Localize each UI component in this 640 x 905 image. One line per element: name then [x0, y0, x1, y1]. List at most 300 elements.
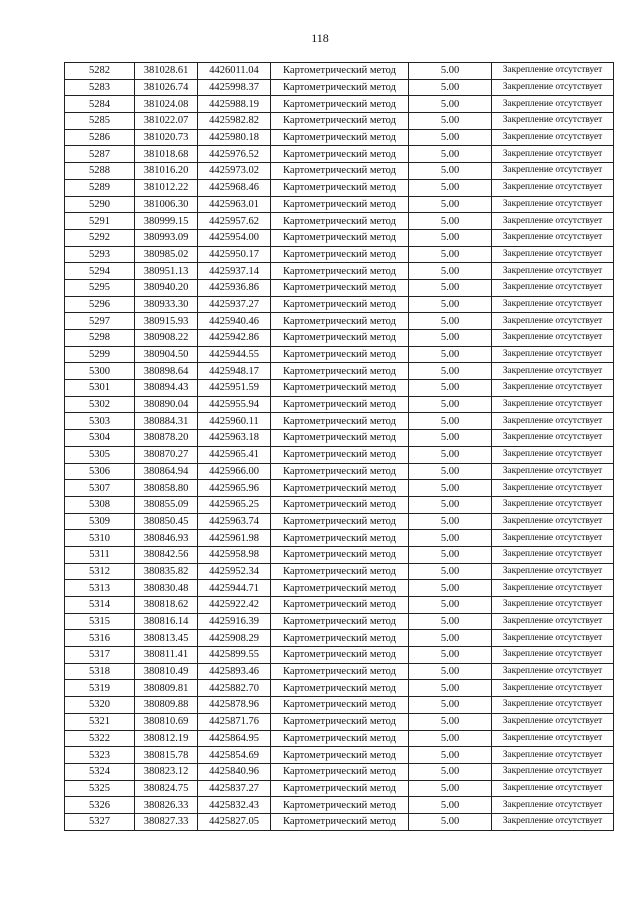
accuracy-cell: 5.00 — [409, 363, 492, 380]
fixation-cell: Закрепление отсутствует — [492, 480, 614, 497]
point-number-cell: 5297 — [65, 313, 135, 330]
y-coordinate-cell: 4425955.94 — [198, 396, 271, 413]
y-coordinate-cell: 4425854.69 — [198, 747, 271, 764]
method-cell: Картометрический метод — [271, 797, 409, 814]
fixation-cell: Закрепление отсутствует — [492, 663, 614, 680]
method-cell: Картометрический метод — [271, 296, 409, 313]
x-coordinate-cell: 380842.56 — [135, 546, 198, 563]
y-coordinate-cell: 4425958.98 — [198, 546, 271, 563]
table-row — [65, 630, 614, 647]
y-coordinate-cell: 4425944.55 — [198, 346, 271, 363]
table-row — [65, 563, 614, 580]
method-cell: Картометрический метод — [271, 730, 409, 747]
method-cell: Картометрический метод — [271, 196, 409, 213]
point-number-cell: 5294 — [65, 263, 135, 280]
y-coordinate-cell: 4425954.00 — [198, 229, 271, 246]
accuracy-cell: 5.00 — [409, 346, 492, 363]
y-coordinate-cell: 4425922.42 — [198, 597, 271, 614]
accuracy-cell: 5.00 — [409, 279, 492, 296]
x-coordinate-cell: 380810.49 — [135, 663, 198, 680]
point-number-cell: 5286 — [65, 129, 135, 146]
method-cell: Картометрический метод — [271, 446, 409, 463]
point-number-cell: 5300 — [65, 363, 135, 380]
table-row — [65, 747, 614, 764]
method-cell: Картометрический метод — [271, 463, 409, 480]
point-number-cell: 5312 — [65, 563, 135, 580]
point-number-cell: 5305 — [65, 446, 135, 463]
accuracy-cell: 5.00 — [409, 129, 492, 146]
accuracy-cell: 5.00 — [409, 463, 492, 480]
accuracy-cell: 5.00 — [409, 730, 492, 747]
method-cell: Картометрический метод — [271, 513, 409, 530]
fixation-cell: Закрепление отсутствует — [492, 813, 614, 830]
accuracy-cell: 5.00 — [409, 113, 492, 130]
accuracy-cell: 5.00 — [409, 780, 492, 797]
method-cell: Картометрический метод — [271, 630, 409, 647]
point-number-cell: 5314 — [65, 597, 135, 614]
table-row — [65, 730, 614, 747]
table-row — [65, 213, 614, 230]
table-row — [65, 396, 614, 413]
y-coordinate-cell: 4425942.86 — [198, 330, 271, 347]
point-number-cell: 5326 — [65, 797, 135, 814]
y-coordinate-cell: 4425982.82 — [198, 113, 271, 130]
x-coordinate-cell: 381028.61 — [135, 63, 198, 80]
y-coordinate-cell: 4425966.00 — [198, 463, 271, 480]
fixation-cell: Закрепление отсутствует — [492, 613, 614, 630]
method-cell: Картометрический метод — [271, 63, 409, 80]
fixation-cell: Закрепление отсутствует — [492, 196, 614, 213]
fixation-cell: Закрепление отсутствует — [492, 63, 614, 80]
table-row — [65, 63, 614, 80]
x-coordinate-cell: 380835.82 — [135, 563, 198, 580]
table-row — [65, 279, 614, 296]
fixation-cell: Закрепление отсутствует — [492, 313, 614, 330]
x-coordinate-cell: 380810.69 — [135, 713, 198, 730]
y-coordinate-cell: 4425950.17 — [198, 246, 271, 263]
y-coordinate-cell: 4425916.39 — [198, 613, 271, 630]
point-number-cell: 5287 — [65, 146, 135, 163]
fixation-cell: Закрепление отсутствует — [492, 697, 614, 714]
fixation-cell: Закрепление отсутствует — [492, 229, 614, 246]
y-coordinate-cell: 4425968.46 — [198, 179, 271, 196]
point-number-cell: 5290 — [65, 196, 135, 213]
x-coordinate-cell: 380898.64 — [135, 363, 198, 380]
point-number-cell: 5306 — [65, 463, 135, 480]
x-coordinate-cell: 380878.20 — [135, 430, 198, 447]
accuracy-cell: 5.00 — [409, 530, 492, 547]
method-cell: Картометрический метод — [271, 480, 409, 497]
point-number-cell: 5304 — [65, 430, 135, 447]
accuracy-cell: 5.00 — [409, 630, 492, 647]
point-number-cell: 5323 — [65, 747, 135, 764]
x-coordinate-cell: 380809.88 — [135, 697, 198, 714]
point-number-cell: 5293 — [65, 246, 135, 263]
x-coordinate-cell: 380904.50 — [135, 346, 198, 363]
fixation-cell: Закрепление отсутствует — [492, 79, 614, 96]
x-coordinate-cell: 380818.62 — [135, 597, 198, 614]
method-cell: Картометрический метод — [271, 763, 409, 780]
fixation-cell: Закрепление отсутствует — [492, 496, 614, 513]
fixation-cell: Закрепление отсутствует — [492, 513, 614, 530]
x-coordinate-cell: 381006.30 — [135, 196, 198, 213]
method-cell: Картометрический метод — [271, 396, 409, 413]
accuracy-cell: 5.00 — [409, 763, 492, 780]
x-coordinate-cell: 380940.20 — [135, 279, 198, 296]
point-number-cell: 5318 — [65, 663, 135, 680]
accuracy-cell: 5.00 — [409, 747, 492, 764]
table-row — [65, 680, 614, 697]
x-coordinate-cell: 380809.81 — [135, 680, 198, 697]
point-number-cell: 5307 — [65, 480, 135, 497]
table-row — [65, 663, 614, 680]
x-coordinate-cell: 380884.31 — [135, 413, 198, 430]
accuracy-cell: 5.00 — [409, 613, 492, 630]
accuracy-cell: 5.00 — [409, 296, 492, 313]
fixation-cell: Закрепление отсутствует — [492, 430, 614, 447]
method-cell: Картометрический метод — [271, 330, 409, 347]
method-cell: Картометрический метод — [271, 179, 409, 196]
method-cell: Картометрический метод — [271, 780, 409, 797]
y-coordinate-cell: 4425998.37 — [198, 79, 271, 96]
y-coordinate-cell: 4426011.04 — [198, 63, 271, 80]
table-row — [65, 296, 614, 313]
y-coordinate-cell: 4425878.96 — [198, 697, 271, 714]
accuracy-cell: 5.00 — [409, 79, 492, 96]
table-row — [65, 430, 614, 447]
fixation-cell: Закрепление отсутствует — [492, 380, 614, 397]
y-coordinate-cell: 4425940.46 — [198, 313, 271, 330]
accuracy-cell: 5.00 — [409, 797, 492, 814]
point-number-cell: 5327 — [65, 813, 135, 830]
accuracy-cell: 5.00 — [409, 597, 492, 614]
y-coordinate-cell: 4425961.98 — [198, 530, 271, 547]
table-row — [65, 613, 614, 630]
y-coordinate-cell: 4425893.46 — [198, 663, 271, 680]
x-coordinate-cell: 380870.27 — [135, 446, 198, 463]
method-cell: Картометрический метод — [271, 96, 409, 113]
x-coordinate-cell: 380915.93 — [135, 313, 198, 330]
x-coordinate-cell: 380864.94 — [135, 463, 198, 480]
y-coordinate-cell: 4425957.62 — [198, 213, 271, 230]
y-coordinate-cell: 4425871.76 — [198, 713, 271, 730]
table-row — [65, 763, 614, 780]
fixation-cell: Закрепление отсутствует — [492, 413, 614, 430]
table-row — [65, 380, 614, 397]
x-coordinate-cell: 380827.33 — [135, 813, 198, 830]
method-cell: Картометрический метод — [271, 413, 409, 430]
x-coordinate-cell: 381022.07 — [135, 113, 198, 130]
table-row — [65, 246, 614, 263]
fixation-cell: Закрепление отсутствует — [492, 330, 614, 347]
y-coordinate-cell: 4425965.25 — [198, 496, 271, 513]
table-row — [65, 813, 614, 830]
x-coordinate-cell: 380846.93 — [135, 530, 198, 547]
x-coordinate-cell: 380933.30 — [135, 296, 198, 313]
table-row — [65, 129, 614, 146]
method-cell: Картометрический метод — [271, 613, 409, 630]
fixation-cell: Закрепление отсутствует — [492, 546, 614, 563]
table-row — [65, 647, 614, 664]
y-coordinate-cell: 4425976.52 — [198, 146, 271, 163]
method-cell: Картометрический метод — [271, 380, 409, 397]
method-cell: Картометрический метод — [271, 647, 409, 664]
coordinates-table — [64, 62, 614, 831]
x-coordinate-cell: 380858.80 — [135, 480, 198, 497]
x-coordinate-cell: 381016.20 — [135, 163, 198, 180]
point-number-cell: 5303 — [65, 413, 135, 430]
method-cell: Картометрический метод — [271, 313, 409, 330]
table-row — [65, 713, 614, 730]
fixation-cell: Закрепление отсутствует — [492, 730, 614, 747]
method-cell: Картометрический метод — [271, 363, 409, 380]
y-coordinate-cell: 4425837.27 — [198, 780, 271, 797]
point-number-cell: 5292 — [65, 229, 135, 246]
method-cell: Картометрический метод — [271, 713, 409, 730]
y-coordinate-cell: 4425960.11 — [198, 413, 271, 430]
table-row — [65, 330, 614, 347]
fixation-cell: Закрепление отсутствует — [492, 446, 614, 463]
table-row — [65, 597, 614, 614]
x-coordinate-cell: 381026.74 — [135, 79, 198, 96]
x-coordinate-cell: 380855.09 — [135, 496, 198, 513]
table-row — [65, 196, 614, 213]
x-coordinate-cell: 380890.04 — [135, 396, 198, 413]
method-cell: Картометрический метод — [271, 813, 409, 830]
method-cell: Картометрический метод — [271, 546, 409, 563]
fixation-cell: Закрепление отсутствует — [492, 246, 614, 263]
fixation-cell: Закрепление отсутствует — [492, 296, 614, 313]
coordinates-table-body — [65, 63, 614, 831]
point-number-cell: 5301 — [65, 380, 135, 397]
fixation-cell: Закрепление отсутствует — [492, 179, 614, 196]
y-coordinate-cell: 4425908.29 — [198, 630, 271, 647]
point-number-cell: 5283 — [65, 79, 135, 96]
method-cell: Картометрический метод — [271, 680, 409, 697]
point-number-cell: 5319 — [65, 680, 135, 697]
y-coordinate-cell: 4425963.18 — [198, 430, 271, 447]
fixation-cell: Закрепление отсутствует — [492, 279, 614, 296]
fixation-cell: Закрепление отсутствует — [492, 96, 614, 113]
accuracy-cell: 5.00 — [409, 663, 492, 680]
x-coordinate-cell: 381024.08 — [135, 96, 198, 113]
fixation-cell: Закрепление отсутствует — [492, 647, 614, 664]
x-coordinate-cell: 380850.45 — [135, 513, 198, 530]
accuracy-cell: 5.00 — [409, 513, 492, 530]
fixation-cell: Закрепление отсутствует — [492, 780, 614, 797]
accuracy-cell: 5.00 — [409, 480, 492, 497]
method-cell: Картометрический метод — [271, 563, 409, 580]
point-number-cell: 5315 — [65, 613, 135, 630]
accuracy-cell: 5.00 — [409, 430, 492, 447]
x-coordinate-cell: 380816.14 — [135, 613, 198, 630]
point-number-cell: 5311 — [65, 546, 135, 563]
point-number-cell: 5322 — [65, 730, 135, 747]
accuracy-cell: 5.00 — [409, 446, 492, 463]
table-row — [65, 513, 614, 530]
y-coordinate-cell: 4425937.14 — [198, 263, 271, 280]
table-row — [65, 413, 614, 430]
y-coordinate-cell: 4425936.86 — [198, 279, 271, 296]
point-number-cell: 5289 — [65, 179, 135, 196]
fixation-cell: Закрепление отсутствует — [492, 747, 614, 764]
x-coordinate-cell: 380813.45 — [135, 630, 198, 647]
method-cell: Картометрический метод — [271, 580, 409, 597]
point-number-cell: 5317 — [65, 647, 135, 664]
x-coordinate-cell: 380811.41 — [135, 647, 198, 664]
y-coordinate-cell: 4425827.05 — [198, 813, 271, 830]
fixation-cell: Закрепление отсутствует — [492, 213, 614, 230]
fixation-cell: Закрепление отсутствует — [492, 563, 614, 580]
accuracy-cell: 5.00 — [409, 146, 492, 163]
x-coordinate-cell: 380993.09 — [135, 229, 198, 246]
table-row — [65, 263, 614, 280]
y-coordinate-cell: 4425899.55 — [198, 647, 271, 664]
point-number-cell: 5310 — [65, 530, 135, 547]
accuracy-cell: 5.00 — [409, 163, 492, 180]
accuracy-cell: 5.00 — [409, 96, 492, 113]
accuracy-cell: 5.00 — [409, 246, 492, 263]
fixation-cell: Закрепление отсутствует — [492, 263, 614, 280]
x-coordinate-cell: 380823.12 — [135, 763, 198, 780]
x-coordinate-cell: 381012.22 — [135, 179, 198, 196]
accuracy-cell: 5.00 — [409, 196, 492, 213]
fixation-cell: Закрепление отсутствует — [492, 463, 614, 480]
y-coordinate-cell: 4425973.02 — [198, 163, 271, 180]
fixation-cell: Закрепление отсутствует — [492, 713, 614, 730]
method-cell: Картометрический метод — [271, 530, 409, 547]
y-coordinate-cell: 4425963.74 — [198, 513, 271, 530]
table-row — [65, 163, 614, 180]
point-number-cell: 5288 — [65, 163, 135, 180]
accuracy-cell: 5.00 — [409, 546, 492, 563]
accuracy-cell: 5.00 — [409, 496, 492, 513]
accuracy-cell: 5.00 — [409, 396, 492, 413]
method-cell: Картометрический метод — [271, 79, 409, 96]
x-coordinate-cell: 380894.43 — [135, 380, 198, 397]
x-coordinate-cell: 380985.02 — [135, 246, 198, 263]
point-number-cell: 5296 — [65, 296, 135, 313]
y-coordinate-cell: 4425882.70 — [198, 680, 271, 697]
point-number-cell: 5302 — [65, 396, 135, 413]
accuracy-cell: 5.00 — [409, 380, 492, 397]
point-number-cell: 5299 — [65, 346, 135, 363]
point-number-cell: 5313 — [65, 580, 135, 597]
table-row — [65, 113, 614, 130]
method-cell: Картометрический метод — [271, 279, 409, 296]
y-coordinate-cell: 4425988.19 — [198, 96, 271, 113]
table-row — [65, 480, 614, 497]
table-row — [65, 179, 614, 196]
accuracy-cell: 5.00 — [409, 313, 492, 330]
method-cell: Картометрический метод — [271, 263, 409, 280]
y-coordinate-cell: 4425965.41 — [198, 446, 271, 463]
point-number-cell: 5298 — [65, 330, 135, 347]
y-coordinate-cell: 4425864.95 — [198, 730, 271, 747]
method-cell: Картометрический метод — [271, 496, 409, 513]
method-cell: Картометрический метод — [271, 213, 409, 230]
table-row — [65, 697, 614, 714]
y-coordinate-cell: 4425948.17 — [198, 363, 271, 380]
y-coordinate-cell: 4425965.96 — [198, 480, 271, 497]
table-row — [65, 580, 614, 597]
fixation-cell: Закрепление отсутствует — [492, 530, 614, 547]
method-cell: Картометрический метод — [271, 129, 409, 146]
point-number-cell: 5325 — [65, 780, 135, 797]
x-coordinate-cell: 380826.33 — [135, 797, 198, 814]
table-row — [65, 146, 614, 163]
x-coordinate-cell: 380812.19 — [135, 730, 198, 747]
table-row — [65, 229, 614, 246]
accuracy-cell: 5.00 — [409, 229, 492, 246]
y-coordinate-cell: 4425944.71 — [198, 580, 271, 597]
fixation-cell: Закрепление отсутствует — [492, 680, 614, 697]
point-number-cell: 5295 — [65, 279, 135, 296]
fixation-cell: Закрепление отсутствует — [492, 797, 614, 814]
y-coordinate-cell: 4425832.43 — [198, 797, 271, 814]
x-coordinate-cell: 380999.15 — [135, 213, 198, 230]
accuracy-cell: 5.00 — [409, 263, 492, 280]
x-coordinate-cell: 380830.48 — [135, 580, 198, 597]
method-cell: Картометрический метод — [271, 163, 409, 180]
page-number: 118 — [311, 31, 329, 45]
table-row — [65, 780, 614, 797]
fixation-cell: Закрепление отсутствует — [492, 146, 614, 163]
x-coordinate-cell: 380951.13 — [135, 263, 198, 280]
fixation-cell: Закрепление отсутствует — [492, 163, 614, 180]
y-coordinate-cell: 4425952.34 — [198, 563, 271, 580]
fixation-cell: Закрепление отсутствует — [492, 763, 614, 780]
fixation-cell: Закрепление отсутствует — [492, 597, 614, 614]
table-row — [65, 496, 614, 513]
table-row — [65, 346, 614, 363]
fixation-cell: Закрепление отсутствует — [492, 346, 614, 363]
point-number-cell: 5291 — [65, 213, 135, 230]
fixation-cell: Закрепление отсутствует — [492, 396, 614, 413]
x-coordinate-cell: 381020.73 — [135, 129, 198, 146]
y-coordinate-cell: 4425951.59 — [198, 380, 271, 397]
point-number-cell: 5320 — [65, 697, 135, 714]
fixation-cell: Закрепление отсутствует — [492, 129, 614, 146]
accuracy-cell: 5.00 — [409, 213, 492, 230]
y-coordinate-cell: 4425840.96 — [198, 763, 271, 780]
accuracy-cell: 5.00 — [409, 647, 492, 664]
accuracy-cell: 5.00 — [409, 179, 492, 196]
y-coordinate-cell: 4425963.01 — [198, 196, 271, 213]
x-coordinate-cell: 380824.75 — [135, 780, 198, 797]
table-row — [65, 446, 614, 463]
y-coordinate-cell: 4425980.18 — [198, 129, 271, 146]
point-number-cell: 5324 — [65, 763, 135, 780]
point-number-cell: 5309 — [65, 513, 135, 530]
accuracy-cell: 5.00 — [409, 563, 492, 580]
method-cell: Картометрический метод — [271, 146, 409, 163]
fixation-cell: Закрепление отсутствует — [492, 363, 614, 380]
accuracy-cell: 5.00 — [409, 697, 492, 714]
table-row — [65, 797, 614, 814]
table-row — [65, 313, 614, 330]
accuracy-cell: 5.00 — [409, 413, 492, 430]
method-cell: Картометрический метод — [271, 697, 409, 714]
x-coordinate-cell: 381018.68 — [135, 146, 198, 163]
x-coordinate-cell: 380908.22 — [135, 330, 198, 347]
method-cell: Картометрический метод — [271, 663, 409, 680]
point-number-cell: 5284 — [65, 96, 135, 113]
x-coordinate-cell: 380815.78 — [135, 747, 198, 764]
accuracy-cell: 5.00 — [409, 813, 492, 830]
fixation-cell: Закрепление отсутствует — [492, 580, 614, 597]
method-cell: Картометрический метод — [271, 229, 409, 246]
